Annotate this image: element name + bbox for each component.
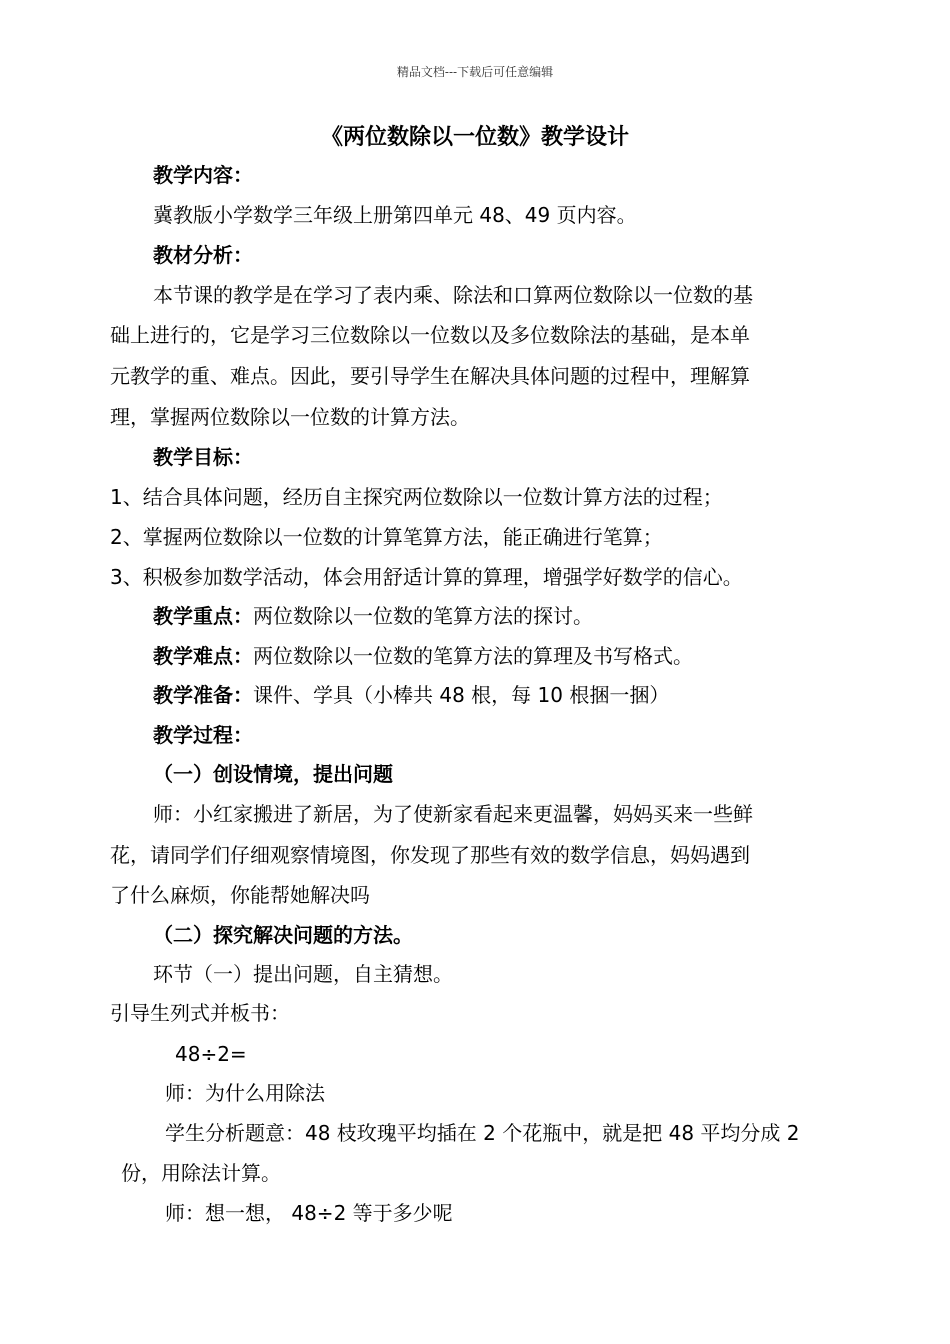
step1-text: 环节（一）提出问题，自主猜想。 — [153, 962, 453, 986]
preparation — [153, 681, 669, 709]
section1-line: 师：小红家搬进了新居，为了使新家看起来更温馨，妈妈买来一些鲜 — [153, 802, 753, 826]
preparation-label: 教学准备： — [153, 683, 253, 707]
analysis-line: 本节课的教学是在学习了表内乘、除法和口算两位数除以一位数的基 — [153, 283, 753, 307]
analysis-line: 元教学的重、难点。因此，要引导学生在解决具体问题的过程中，理解算 — [110, 364, 750, 388]
page-header: 精品文档---下载后可任意编辑 — [396, 65, 554, 79]
document-title: 《两位数除以一位数》教学设计 — [320, 125, 629, 150]
process-heading: 教学过程： — [153, 723, 253, 747]
guide-text: 引导生列式并板书： — [110, 1001, 290, 1025]
preparation-text: 课件、学具（小棒共 48 根，每 10 根捆一捆） — [253, 683, 670, 707]
section1-line: 花，请同学们仔细观察情境图，你发现了那些有效的数学信息，妈妈遇到 — [110, 843, 750, 867]
goal-item: 2、掌握两位数除以一位数的计算笔算方法，能正确进行笔算； — [110, 525, 663, 549]
difficulty-point — [153, 642, 693, 670]
content-heading: 教学内容： — [153, 163, 253, 187]
analysis-line: 础上进行的，它是学习三位数除以一位数以及多位数除法的基础，是本单 — [110, 323, 750, 347]
difficulty-text: 两位数除以一位数的笔算方法的算理及书写格式。 — [253, 644, 693, 668]
goal-item: 1、结合具体问题，经历自主探究两位数除以一位数计算方法的过程； — [110, 485, 723, 509]
student-analysis-cont: 份，用除法计算。 — [121, 1161, 281, 1185]
content-text: 冀教版小学数学三年级上册第四单元 48、49 页内容。 — [153, 203, 637, 227]
student-analysis: 学生分析题意：48 枝玫瑰平均插在 2 个花瓶中，就是把 48 平均分成 2 — [165, 1121, 800, 1145]
goals-heading: 教学目标： — [153, 445, 253, 469]
key-point — [153, 602, 593, 630]
formula: 48÷2= — [175, 1042, 247, 1066]
teacher-question-2: 师：想一想， 48÷2 等于多少呢 — [165, 1201, 453, 1225]
analysis-heading: 教材分析： — [153, 243, 253, 267]
goal-item: 3、积极参加数学活动，体会用舒适计算的算理，增强学好数学的信心。 — [110, 565, 743, 589]
section1-heading: （一）创设情境，提出问题 — [153, 762, 393, 786]
teacher-question: 师：为什么用除法 — [165, 1081, 325, 1105]
difficulty-label: 教学难点： — [153, 644, 253, 668]
analysis-line: 理，掌握两位数除以一位数的计算方法。 — [110, 405, 470, 429]
key-point-label: 教学重点： — [153, 604, 253, 628]
section1-line: 了什么麻烦，你能帮她解决吗 — [110, 883, 370, 907]
key-point-text: 两位数除以一位数的笔算方法的探讨。 — [253, 604, 593, 628]
section2-heading: （二）探究解决问题的方法。 — [153, 923, 413, 947]
